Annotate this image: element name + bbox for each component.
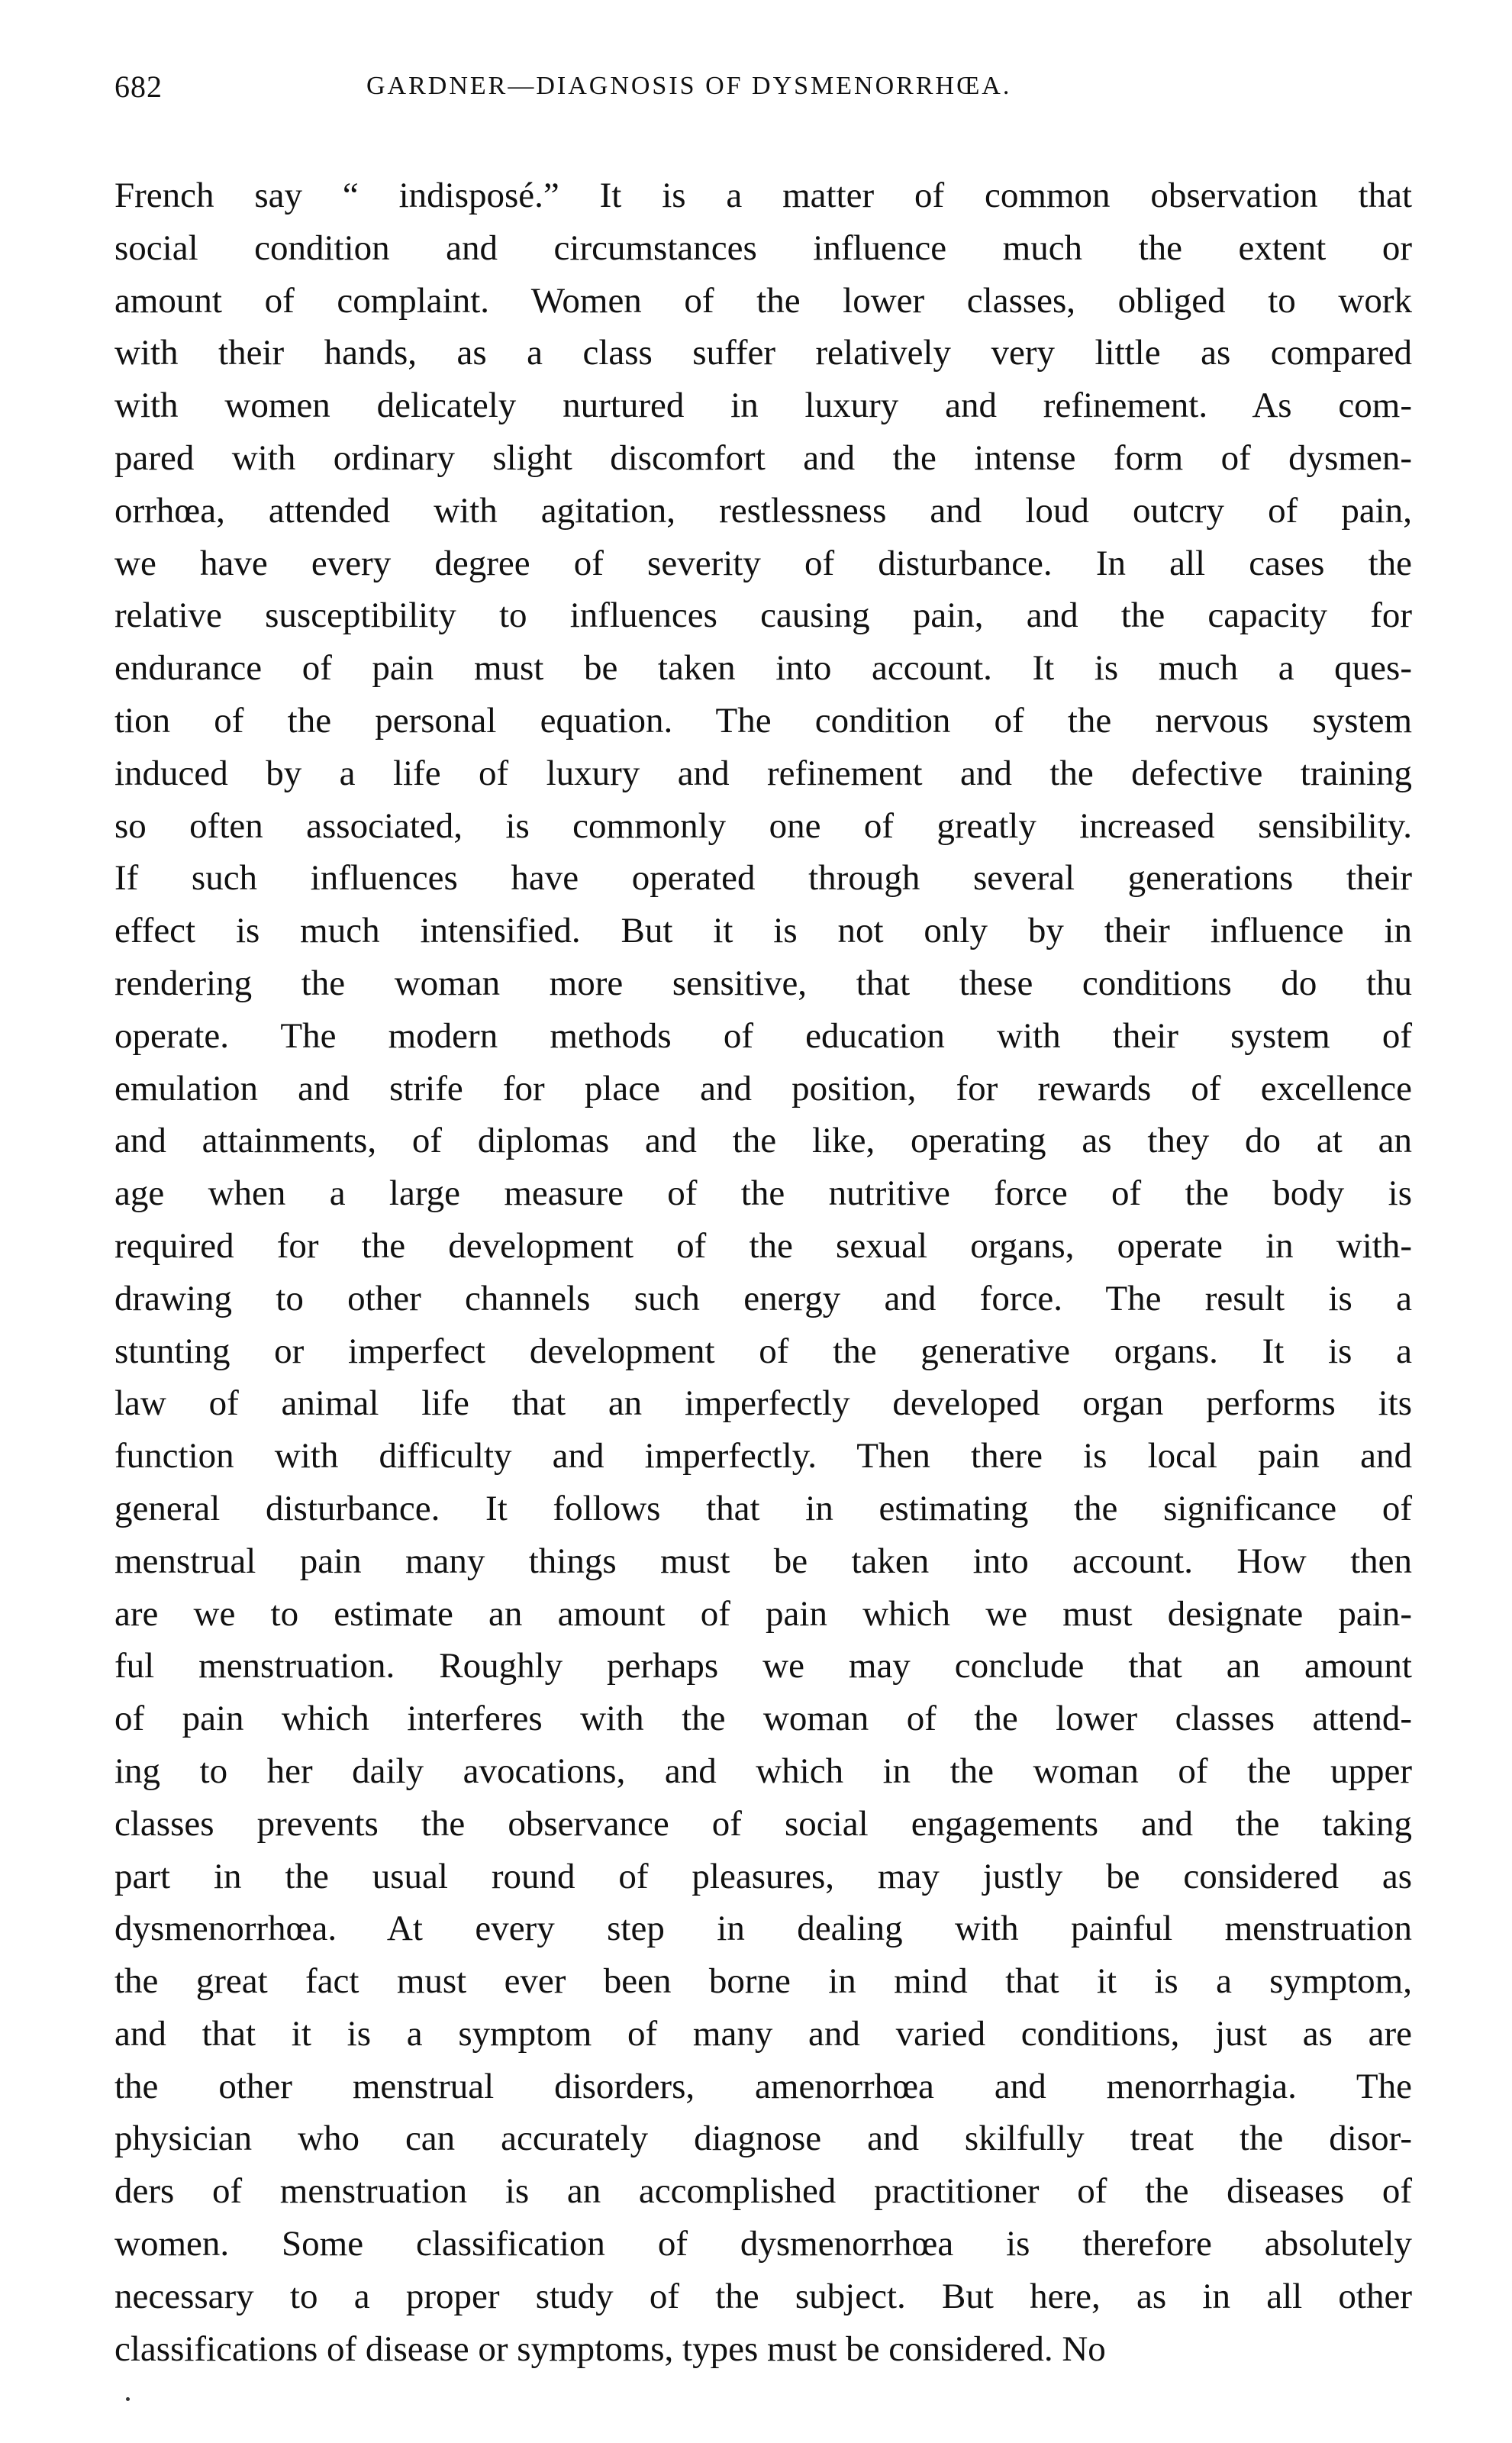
text-line: ful menstruation. Roughly perhaps we may conclude that an amount bbox=[114, 1646, 1412, 1686]
text-line: drawing to other channels such energy and force. The result is a bbox=[114, 1278, 1412, 1318]
text-line: physician who can accurately diagnose and skilfully treat the disor- bbox=[114, 2119, 1412, 2159]
body-text bbox=[114, 169, 1412, 2375]
text-line: are we to estimate an amount of pain which we must designate pain- bbox=[114, 1593, 1412, 1634]
text-line: operate. The modern methods of education with their system of bbox=[114, 1015, 1412, 1056]
text-line: amount of complaint. Women of the lower classes, obliged to work bbox=[114, 280, 1412, 321]
text-line: the other menstrual disorders, amenorrhœa and menorrhagia. The bbox=[114, 2066, 1412, 2106]
text-line: classifications of disease or symptoms, types must be considered. No bbox=[114, 2328, 1106, 2369]
running-head bbox=[114, 69, 1412, 115]
text-line: rendering the woman more sensitive, that these conditions do thu bbox=[114, 963, 1412, 1003]
running-title: GARDNER—DIAGNOSIS OF DYSMENORRHŒA. bbox=[366, 72, 1012, 100]
text-line: endurance of pain must be taken into account. It is much a ques- bbox=[114, 648, 1412, 689]
text-line: If such influences have operated through several generations their bbox=[114, 858, 1412, 899]
text-line: social condition and circumstances influence much the extent or bbox=[114, 228, 1412, 268]
text-line: stunting or imperfect development of the generative organs. It is a bbox=[114, 1331, 1412, 1371]
text-line: menstrual pain many things must be taken into account. How then bbox=[114, 1541, 1412, 1581]
text-line: women. Some classification of dysmenorrhœa is therefore absolutely bbox=[114, 2224, 1412, 2264]
text-line: ing to her daily avocations, and which in the woman of the upper bbox=[114, 1751, 1412, 1791]
text-line: the great fact must ever been borne in mind that it is a symptom, bbox=[114, 1961, 1412, 2002]
text-line: law of animal life that an imperfectly developed organ performs its bbox=[114, 1383, 1412, 1424]
page bbox=[114, 69, 1412, 2375]
text-line: age when a large measure of the nutritive force of the body is bbox=[114, 1173, 1412, 1214]
text-line: dysmenorrhœa. At every step in dealing with painful menstruation bbox=[114, 1909, 1412, 1949]
text-line: function with difficulty and imperfectly. Then there is local pain and bbox=[114, 1436, 1412, 1476]
text-line: French say “ indisposé.” It is a matter of common observation that bbox=[114, 176, 1412, 215]
text-line: with their hands, as a class suffer relatively very little as compared bbox=[114, 333, 1412, 373]
text-line: emulation and strife for place and position, for rewards of excellence bbox=[114, 1068, 1412, 1109]
text-line: classes prevents the observance of social engagements and the taking bbox=[114, 1803, 1412, 1844]
text-line: we have every degree of severity of disturbance. In all cases the bbox=[114, 543, 1412, 583]
text-line: of pain which interferes with the woman of the lower classes attend- bbox=[114, 1699, 1412, 1739]
text-line: required for the development of the sexual organs, operate in with- bbox=[114, 1225, 1412, 1266]
text-line: general disturbance. It follows that in estimating the significance of bbox=[114, 1488, 1412, 1528]
text-line: so often associated, is commonly one of greatly increased sensibility. bbox=[114, 805, 1412, 846]
page-number: 682 bbox=[114, 69, 163, 104]
text-line: tion of the personal equation. The condition of the nervous system bbox=[114, 700, 1412, 741]
text-line: induced by a life of luxury and refinement and the defective training bbox=[114, 753, 1412, 793]
text-line: necessary to a proper study of the subject. But here, as in all other bbox=[114, 2276, 1412, 2316]
text-line: part in the usual round of pleasures, may justly be considered as bbox=[114, 1856, 1412, 1896]
text-line: pared with ordinary slight discomfort and the intense form of dysmen- bbox=[114, 437, 1412, 478]
text-line: orrhœa, attended with agitation, restlessness and loud outcry of pain, bbox=[114, 490, 1412, 531]
text-line: effect is much intensified. But it is not only by their influence in bbox=[114, 911, 1412, 951]
text-line: ders of menstruation is an accomplished practitioner of the diseases of bbox=[114, 2171, 1412, 2212]
footer-dot bbox=[126, 2397, 130, 2401]
text-line: and attainments, of diplomas and the like, operating as they do at an bbox=[114, 1121, 1412, 1161]
text-line: and that it is a symptom of many and varied conditions, just as are bbox=[114, 2013, 1412, 2054]
text-line: with women delicately nurtured in luxury and refinement. As com- bbox=[114, 386, 1412, 426]
text-line: relative susceptibility to influences causing pain, and the capacity for bbox=[114, 595, 1412, 636]
